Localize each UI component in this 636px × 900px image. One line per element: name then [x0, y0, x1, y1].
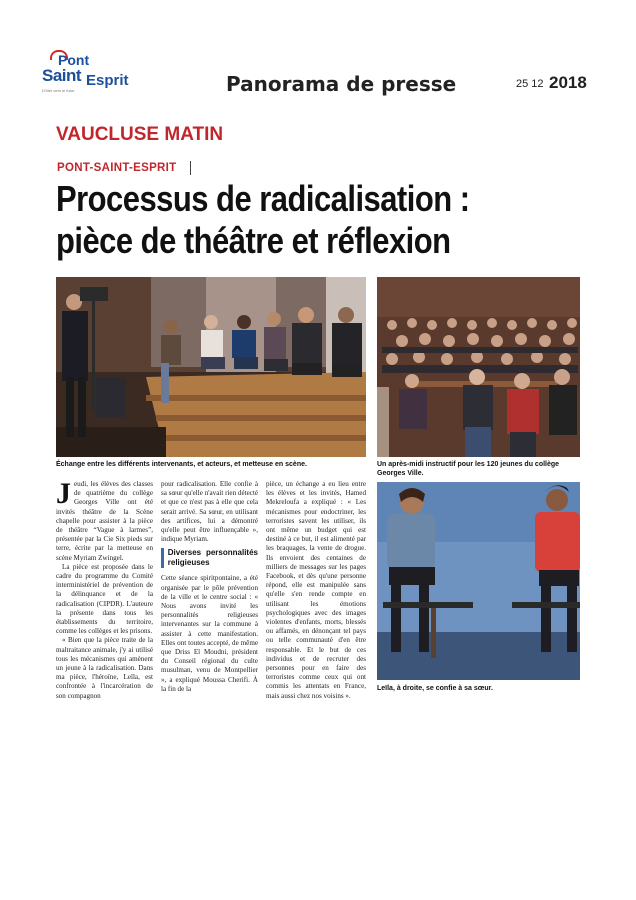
city-logo: [40, 52, 130, 96]
newspaper-source: VAUCLUSE MATIN: [56, 124, 224, 145]
article-column-3: [266, 480, 366, 701]
logo-text-esprit: Esprit: [86, 72, 129, 89]
article-subhead: [161, 548, 258, 568]
headline-line-2: pièce de théâtre et réflexion: [56, 220, 451, 261]
kicker-divider: [190, 161, 191, 175]
photo2-caption: Un après-midi instructif pour les 120 jeunes du collège Georges Ville.: [377, 461, 560, 477]
photo-stage-discussion: [56, 277, 366, 457]
col1-paragraph-1: eudi, les élèves des classes de quatrième du collège Georges Ville ont été invités théâtre de la Scène chapelle pour assister à la pièce de théâtre “Vague à larmes”, présentée par la Cie Six pieds sur terre, écrite par la metteuse en scène Myriam Zwingel.: [56, 480, 153, 562]
article-column-1: [56, 477, 153, 701]
col1-paragraph-2: La pièce est proposée dans le cadre du programme du Comité interministériel de prévention de la délinquance et de la radicalisation (CIPDR). L'auteure la présente dans tous les établissements du territoire, comme les collèges et les prisons.: [56, 562, 153, 636]
col2-paragraph-2: Cette séance spiritpontaine, a été organisée par le pôle prévention de la ville et le centre social : « Nous avons invité les personnalités religieuses intervenantes sur la commune à assister à cette manifestation. Elles ont toutes accepté, de même que Driss El Moudni, président du Conseil régional du culte musulman, venu de Montpellier », a expliqué Moussa Cherifi. À la fin de la: [161, 574, 258, 693]
subhead-accent-bar: [161, 548, 164, 568]
col2-paragraph-1: pour radicalisation. Elle confie à sa sœur qu'elle n'avait rien détecté et que ce n'est pas à elle que cela serait arrivé. Sa sœur, en utilisant des artifices, lui a démontré qu'elle peut être influençable », indique Myriam.: [161, 480, 258, 544]
article-column-2: [161, 480, 258, 694]
subhead-text: Diverses personnalités religieuses: [167, 548, 258, 568]
page-title: Panorama de presse: [226, 72, 457, 96]
article-headline: [56, 178, 520, 262]
drop-cap: J: [56, 477, 71, 510]
logo-tagline: D'hier vers le futur: [42, 88, 75, 93]
col3-paragraph-1: pièce, un échange a eu lieu entre les élèves et les invités, Hamed Mekreloufa a expliqué : « Les mécanismes pour endoctriner, les terroristes savent les utiliser, ils ont même un budget qui est destiné à ce but, il est alimenté par les braquages, la vente de drogue. Ils envoient des centaines de milliers de messages sur les pages Facebook, et dès qu'une personne répond, elle est manipulée sans qu'elle s'en rende compte en utilisant les émotions psychologiques avec des images violentes d'enfants, morts, blessés ou affamés, en dénonçant tel pays ou telle communauté d'en être responsable. Et le but de ces individus et de recruter des personnes pour en faire des terroristes comme ceux qui ont commis les attentats en France, mais aussi chez nos voisins ».: [266, 480, 366, 700]
photo3-caption: Leïla, à droite, se confie à sa sœur.: [377, 685, 493, 692]
photo-student-audience: [377, 277, 580, 457]
photo1-caption: Échange entre les différents intervenants, et acteurs, et metteuse en scène.: [56, 461, 307, 468]
logo-text-pont: Pont: [58, 52, 90, 68]
article-kicker: PONT-SAINT-ESPRIT: [57, 162, 177, 174]
logo-text-saint: Saint: [42, 66, 82, 85]
header-date: 25 12: [516, 78, 544, 90]
col1-paragraph-3: « Bien que la pièce traite de la maltraitance animale, j'y ai utilisé tous les mécanismes qui amènent un jeune à la radicalisation. Dans ma pièce, l'héroïne, Leïla, est confrontée à l'incarcération de son compagnon: [56, 636, 153, 700]
headline-line-1: Processus de radicalisation :: [56, 178, 470, 219]
header-year: 2018: [549, 73, 587, 92]
photo-actresses-scene: [377, 482, 580, 680]
